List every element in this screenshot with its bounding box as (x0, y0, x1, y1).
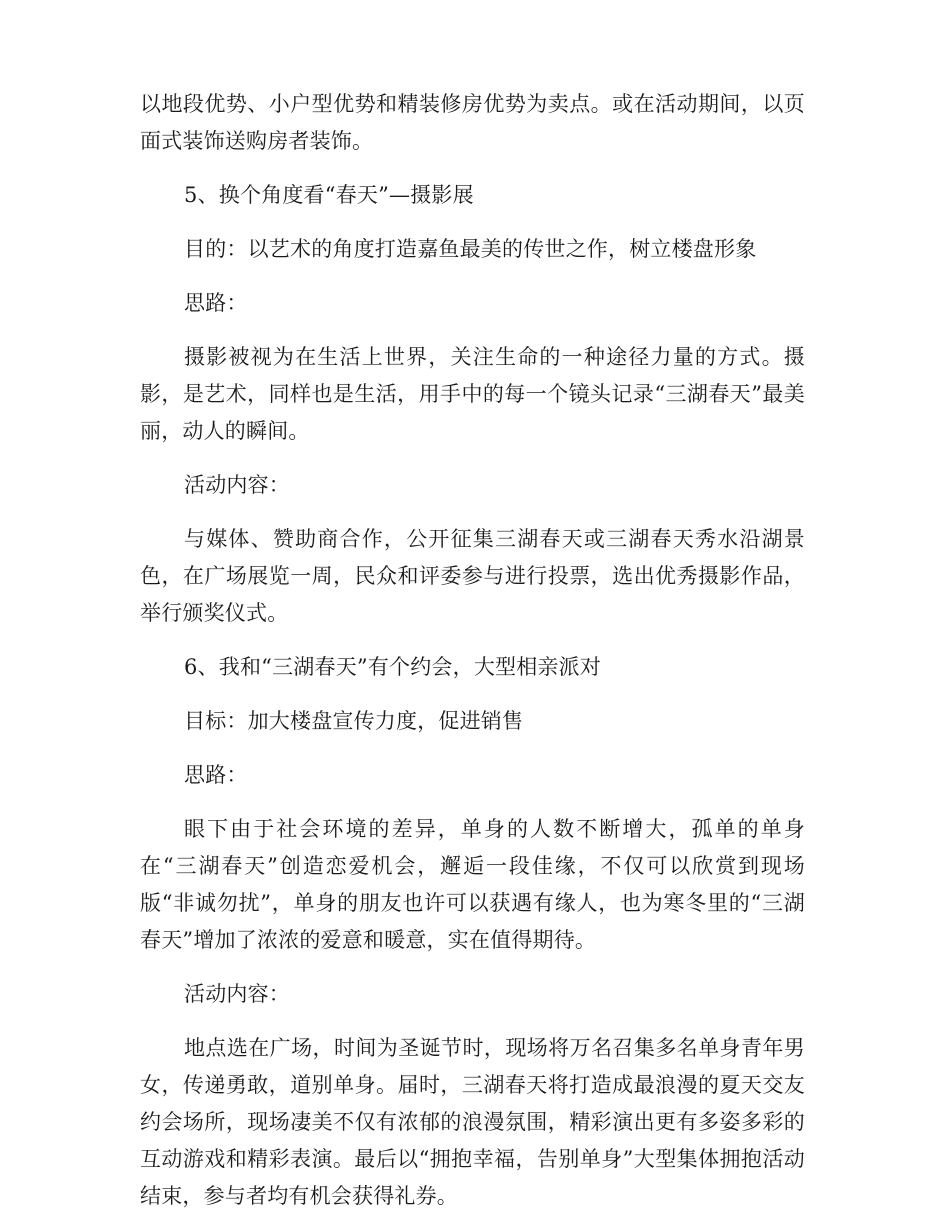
paragraph-approach-label: 思路： (184, 763, 248, 787)
paragraph-purpose: 目的：以艺术的角度打造嘉鱼最美的传世之作，树立楼盘形象 (184, 237, 757, 261)
paragraph-approach-label: 思路： (184, 291, 248, 315)
paragraph-approach-text: 眼下由于社会环境的差异，单身的人数不断增大，孤单的单身在“三湖春天”创造恋爱机会，邂逅一段佳缘，不仅可以欣赏到现场版“非诚勿扰”，单身的朋友也许可以获遇有缘人，也为寒冬里的“三湖春天”增加了浓浓的爱意和暖意，实在值得期待。 (140, 817, 805, 952)
paragraph-activity-text: 地点选在广场，时间为圣诞节时，现场将万名召集多名单身青年男女，传递勇敢，道别单身。届时，三湖春天将打造成最浪漫的夏天交友约会场所，现场凄美不仅有浓郁的浪漫氛围，精彩演出更有多姿多彩的互动游戏和精彩表演。最后以“拥抱幸福，告别单身”大型集体拥抱活动结束，参与者均有机会获得礼券。 (140, 1036, 805, 1208)
paragraph-activity-label: 活动内容： (184, 982, 290, 1006)
paragraph-goal: 目标：加大楼盘宣传力度，促进销售 (184, 709, 524, 733)
section-heading-photo-exhibition: 5、换个角度看“春天”—摄影展 (184, 183, 474, 207)
section-heading-dating-party: 6、我和“三湖春天”有个约会，大型相亲派对 (184, 655, 602, 679)
paragraph-activity-text: 与媒体、赞助商合作，公开征集三湖春天或三湖春天秀水沿湖景色，在广场展览一周，民众和评委参与进行投票，选出优秀摄影作品，举行颁奖仪式。 (140, 527, 805, 625)
paragraph-activity-label: 活动内容： (184, 473, 290, 497)
paragraph-approach-text: 摄影被视为在生活上世界，关注生命的一种途径力量的方式。摄影，是艺术，同样也是生活，用手中的每一个镜头记录“三湖春天”最美丽，动人的瞬间。 (140, 345, 805, 443)
document-body (140, 86, 805, 1232)
paragraph-continuation: 以地段优势、小户型优势和精装修房优势为卖点。或在活动期间，以页面式装饰送购房者装饰。 (140, 92, 805, 153)
